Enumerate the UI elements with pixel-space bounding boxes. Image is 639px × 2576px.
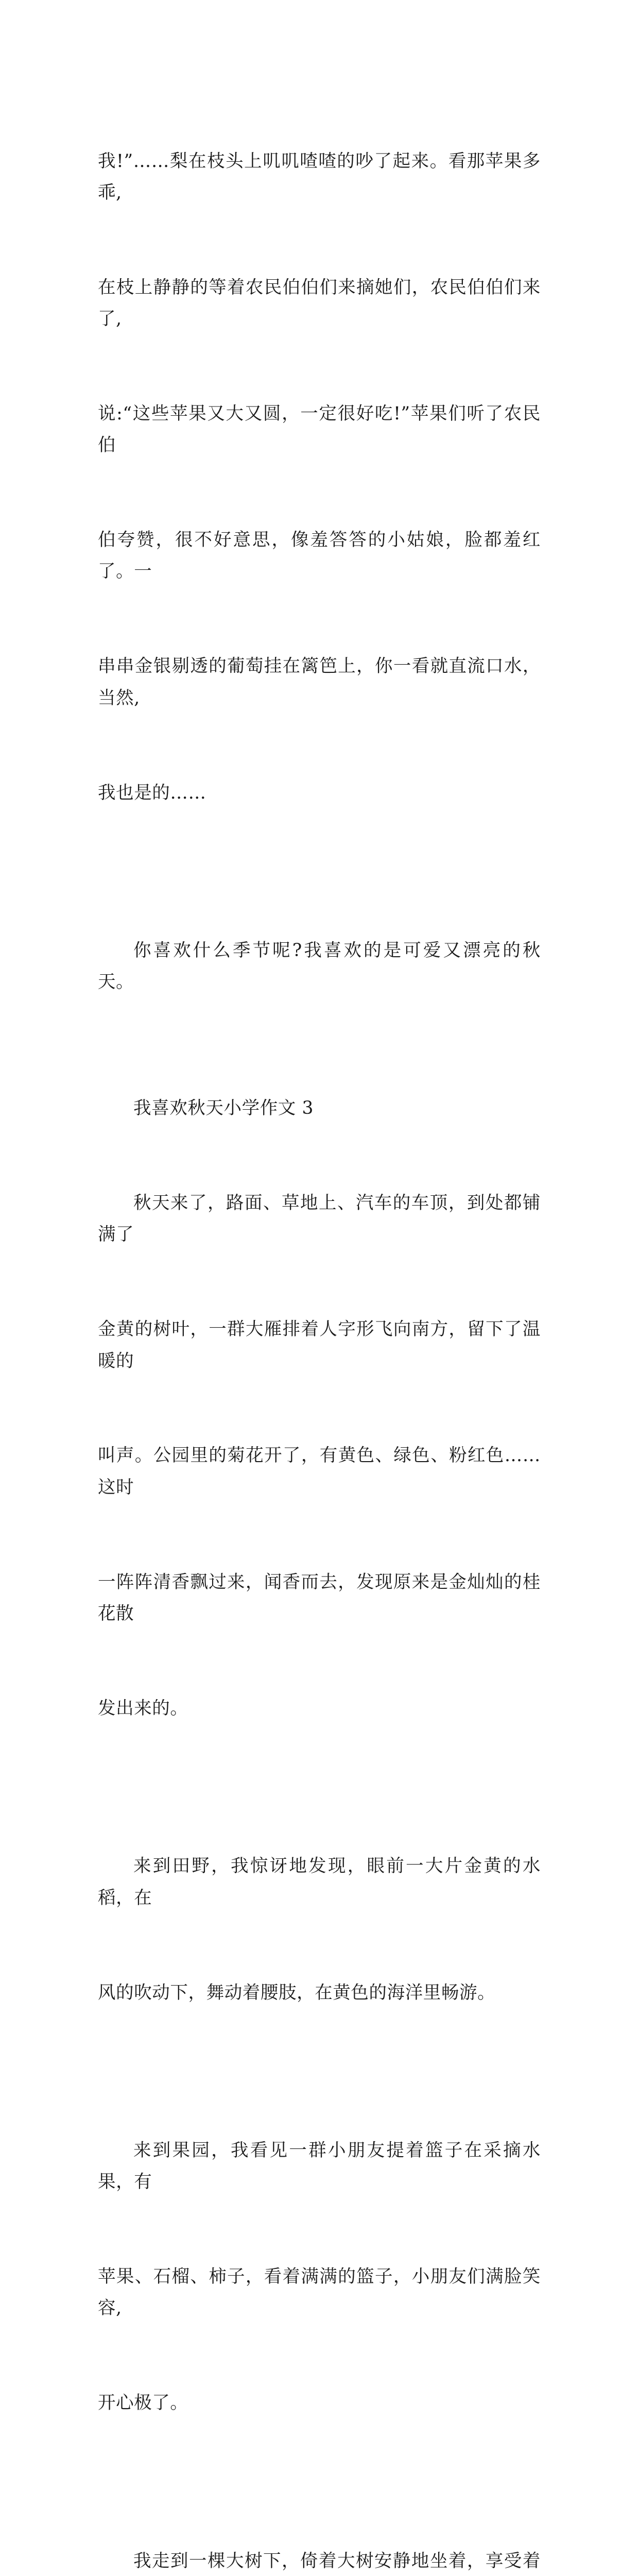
text-line: 我也是的…… (98, 782, 206, 803)
body-paragraph (98, 2482, 541, 2576)
text-line: 串串金银剔透的葡萄挂在篱笆上，你一看就直流口水，当然, (98, 656, 541, 708)
text-line: 说:“这些苹果又大又圆，一定很好吃!”苹果们听了农民伯 (98, 403, 541, 456)
text-line: 来到田野，我惊讶地发现，眼前一大片金黄的水稻，在 (98, 1856, 541, 1908)
closing-paragraph (98, 872, 541, 1061)
document-body (98, 82, 541, 2576)
text-line: 发出来的。 (98, 1698, 188, 1719)
text-line: 你喜欢什么季节呢?我喜欢的是可爱又漂亮的秋天。 (98, 940, 541, 993)
text-line: 来到果园，我看见一群小朋友提着篮子在采摘水果，有 (98, 2140, 541, 2193)
text-line: 叫声。公园里的菊花开了，有黄色、绿色、粉红色……这时 (98, 1445, 541, 1498)
section-title: 我喜欢秋天小学作文 3 (133, 1098, 314, 1119)
text-line: 金黄的树叶，一群大雁排着人字形飞向南方，留下了温暖的 (98, 1319, 541, 1371)
text-line: 秋天来了，路面、草地上、汽车的车顶，到处都铺满了 (98, 1193, 541, 1245)
text-line: 风的吹动下，舞动着腰肢，在黄色的海洋里畅游。 (98, 1982, 496, 2003)
text-line: 我!”……梨在枝头上叽叽喳喳的吵了起来。看那苹果多乖, (98, 150, 541, 203)
text-line: 一阵阵清香飘过来，闻香而去，发现原来是金灿灿的桂花散 (98, 1571, 541, 1624)
continuation-paragraph (98, 82, 541, 872)
body-paragraph (98, 1788, 541, 2072)
body-paragraph (98, 1125, 541, 1788)
text-line: 开心极了。 (98, 2393, 188, 2414)
section-gap (98, 1061, 541, 1093)
text-line: 我走到一棵大树下，倚着大树安静地坐着，享受着 (133, 2550, 541, 2571)
body-paragraph (98, 2072, 541, 2482)
text-line: 在枝上静静的等着农民伯伯们来摘她们，农民伯伯们来了, (98, 277, 541, 330)
text-line: 伯夸赞，很不好意思，像羞答答的小姑娘，脸都羞红了。一 (98, 530, 541, 582)
text-line: 苹果、石榴、柿子，看着满满的篮子，小朋友们满脸笑容, (98, 2266, 541, 2319)
